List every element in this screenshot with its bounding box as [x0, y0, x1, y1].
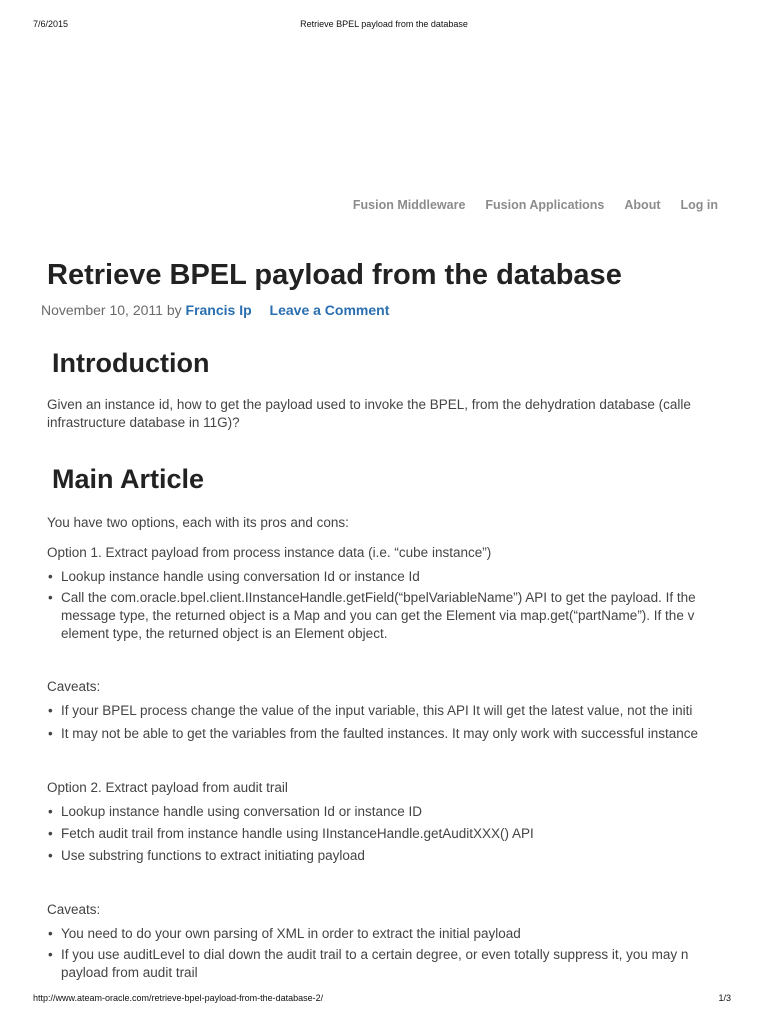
- post-date: November 10, 2011: [41, 302, 163, 318]
- option2-list: [47, 803, 534, 865]
- nav-fusion-applications[interactable]: Fusion Applications: [485, 198, 605, 212]
- top-nav: [333, 198, 718, 212]
- option2-text: Option 2. Extract payload from audit trail: [47, 780, 288, 795]
- list-item: • Fetch audit trail from instance handle using IInstanceHandle.getAuditXXX() API: [61, 825, 534, 843]
- intro-heading: Introduction: [52, 348, 210, 378]
- option1-text: Option 1. Extract payload from process instance data (i.e. “cube instance”): [47, 545, 492, 560]
- list-item: [61, 946, 688, 982]
- caveats2-list: [47, 925, 688, 982]
- list-item: • If your BPEL process change the value of the input variable, this API It will get the latest value, not the initi: [61, 702, 698, 720]
- list-item-line: • If you use auditLevel to dial down the audit trail to a certain degree, or even totally suppress it, you may n: [61, 947, 689, 962]
- article: [41, 250, 737, 980]
- two-options-text: You have two options, each with its pros and cons:: [47, 515, 349, 530]
- list-item: • Use substring functions to extract initiating payload: [61, 847, 534, 865]
- caveats1-list: [47, 702, 698, 743]
- nav-about[interactable]: About: [624, 198, 661, 212]
- list-item-line: • Call the com.oracle.bpel.client.IInstanceHandle.getField(“bpelVariableName”) API to get the payload. If the: [61, 590, 696, 605]
- print-title: Retrieve BPEL payload from the database: [300, 19, 468, 29]
- caveats2-label: Caveats:: [47, 902, 101, 917]
- list-item: [61, 589, 696, 643]
- list-item-line: message type, the returned object is a Map and you can get the Element via map.get(“partName”). If the v: [61, 608, 695, 623]
- page-number: 1/3: [718, 993, 731, 1003]
- list-item-line: • Lookup instance handle using conversation Id or instance Id: [61, 569, 420, 584]
- intro-line: infrastructure database in 11G)?: [47, 415, 240, 430]
- nav-fusion-middleware[interactable]: Fusion Middleware: [352, 198, 466, 212]
- nav-log-in[interactable]: Log in: [680, 198, 718, 212]
- option1-list: [47, 568, 696, 643]
- article-title: Retrieve BPEL payload from the database: [47, 259, 622, 291]
- leave-comment-link[interactable]: Leave a Comment: [269, 302, 390, 318]
- list-item: [61, 568, 696, 586]
- list-item-line: payload from audit trail: [61, 965, 198, 980]
- caveats1-label: Caveats:: [47, 679, 101, 694]
- byline-by: by: [166, 302, 182, 318]
- author-link[interactable]: Francis Ip: [185, 302, 252, 318]
- list-item: [61, 925, 688, 943]
- intro-line: Given an instance id, how to get the payload used to invoke the BPEL, from the dehydration database (calle: [47, 397, 691, 412]
- main-article-heading: Main Article: [52, 464, 205, 494]
- intro-paragraph: [47, 396, 691, 432]
- list-item: • Lookup instance handle using conversation Id or instance ID: [61, 803, 534, 821]
- print-header: [33, 19, 735, 31]
- list-item: • It may not be able to get the variables from the faulted instances. It may only work with successful instance: [61, 725, 698, 743]
- print-footer: [33, 993, 731, 1005]
- print-date: 7/6/2015: [33, 19, 69, 29]
- byline: [41, 300, 737, 324]
- list-item-line: • You need to do your own parsing of XML in order to extract the initial payload: [61, 926, 521, 941]
- list-item-line: element type, the returned object is an Element object.: [61, 626, 388, 641]
- print-url: http://www.ateam-oracle.com/retrieve-bpel-payload-from-the-database-2/: [33, 993, 324, 1003]
